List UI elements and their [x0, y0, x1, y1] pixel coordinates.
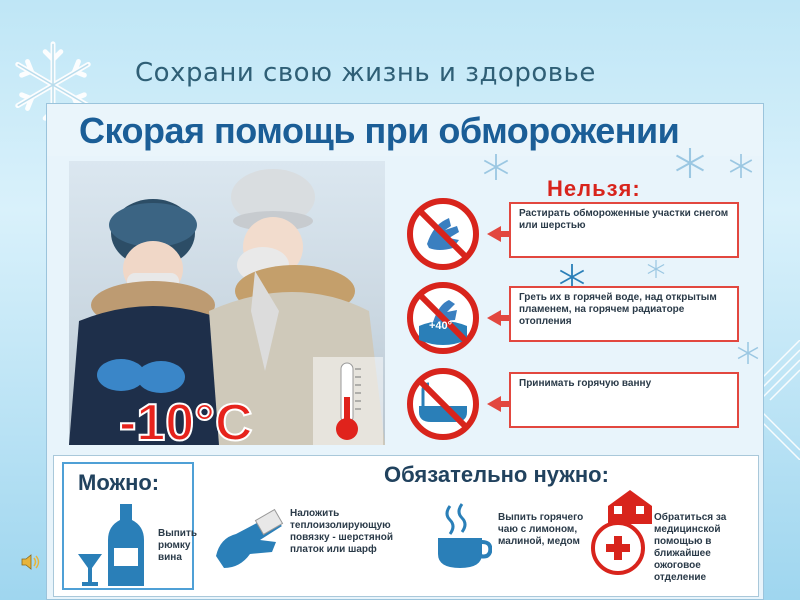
poster-header: [47, 104, 763, 156]
allowed-title: Можно:: [78, 470, 160, 495]
forbidden-item: [403, 196, 763, 276]
bathtub-icon: [405, 366, 481, 442]
hospital-icon: [590, 486, 656, 582]
snowflake-icon: [483, 154, 509, 180]
recommendations-panel: [53, 455, 759, 597]
required-text: Выпить горячего чаю с лимоном, малиной, медом: [498, 512, 584, 547]
hand-water-icon: [405, 280, 481, 356]
forbidden-text: Растирать обмороженные участки снегом или шерстью: [509, 202, 739, 258]
forbidden-item: [403, 280, 763, 360]
temperature-label: -10°C: [119, 394, 253, 445]
hot-cup-icon: [434, 502, 492, 572]
gloved-hand-icon: [405, 196, 481, 272]
forbidden-text: Принимать горячую ванну: [509, 372, 739, 428]
forbidden-item: [403, 366, 763, 446]
arrow-icon: [487, 226, 509, 242]
first-aid-poster: [46, 103, 764, 600]
snowflake-icon: [675, 148, 705, 178]
required-text: Наложить теплоизолирующую повязку - шерстяной платок или шарф: [290, 508, 394, 555]
water-temperature-label: +40°: [429, 320, 453, 332]
allowed-box: [62, 462, 197, 590]
poster-title: Скорая помощь при обморожении: [79, 110, 680, 151]
forbidden-text: Греть их в горячей воде, над открытым пламенем, на горячем радиаторе отопления: [509, 286, 739, 342]
required-title: Обязательно нужно:: [384, 462, 609, 487]
allowed-text: Выпить рюмку вина: [158, 528, 197, 563]
required-text: Обратиться за медицинской помощью в ближайшее ожоговое отделение: [654, 512, 727, 583]
thermometer-icon: [313, 357, 383, 445]
winter-photo: [69, 161, 385, 445]
arrow-icon: [487, 396, 509, 412]
arrow-icon: [487, 310, 509, 326]
bandaged-hand-icon: [210, 506, 292, 576]
forbidden-title: Нельзя:: [547, 176, 641, 201]
speaker-icon[interactable]: [20, 552, 42, 572]
slide-title: Сохрани свою жизнь и здоровье: [135, 58, 596, 88]
bottle-and-glass-icon: [76, 502, 156, 588]
snowflake-icon: [729, 154, 753, 178]
